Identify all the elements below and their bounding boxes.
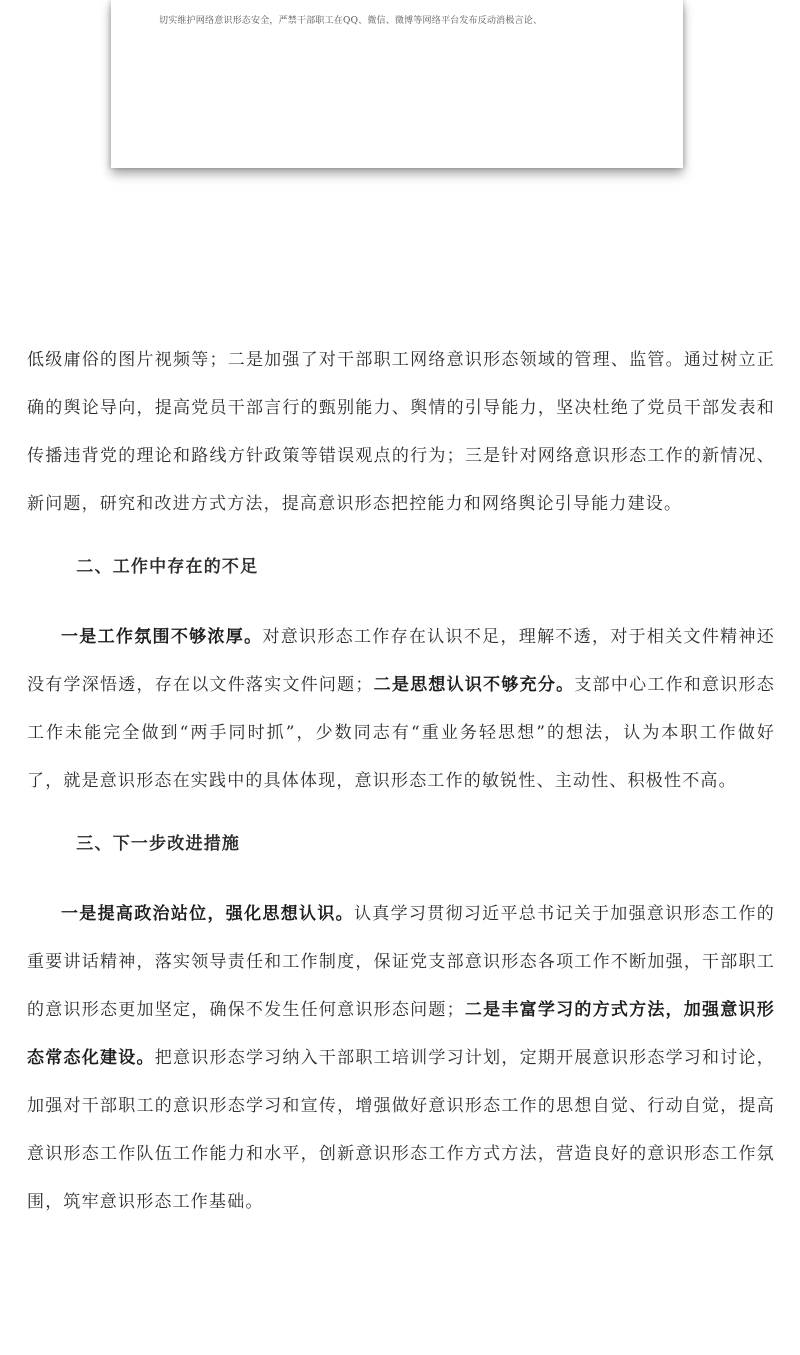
section-heading-shortcomings: 二、工作中存在的不足 xyxy=(76,557,259,577)
document-preview-card xyxy=(111,0,683,168)
point-one-text: 对意识形态工作存在认识不足，理解不透，对于相关文件精神还没有学深悟透，存在以文件落实文件问题； xyxy=(27,627,775,695)
paragraph-intro: 低级庸俗的图片视频等；二是加强了对干部职工网络意识形态领域的管理、监管。通过树立正确的舆论导向，提高党员干部言行的甄别能力、舆情的引导能力，坚决杜绝了党员干部发表和传播违背党的理论和路线方针政策等错误观点的行为；三是针对网络意识形态工作的新情况、新问题，研究和改进方式方法，提高意识形态把控能力和网络舆论引导能力建设。 xyxy=(27,350,775,514)
measure-two-title: 二是丰富学习的方式方法，加强意识形态常态化建设。 xyxy=(27,1000,775,1068)
point-one-title: 一是工作氛围不够浓厚。 xyxy=(61,627,263,647)
measure-one-title: 一是提高政治站位，强化思想认识。 xyxy=(61,904,354,924)
preview-card-text: 切实维护网络意识形态安全，严禁干部职工在QQ、微信、微博等网络平台发布反动消极言论、 xyxy=(159,16,543,26)
measure-one-text: 认真学习贯彻习近平总书记关于加强意识形态工作的重要讲话精神，落实领导责任和工作制度，保证党支部意识形态各项工作不断加强，干部职工的意识形态更加坚定，确保不发生任何意识形态问题； xyxy=(27,904,775,1020)
point-two-text: 支部中心工作和意识形态工作未能完全做到“两手同时抓”，少数同志有“重业务轻思想”的想法，认为本职工作做好了，就是意识形态在实践中的具体体现，意识形态工作的敏锐性、主动性、积极性不高。 xyxy=(27,675,775,791)
paragraph-shortcomings xyxy=(27,613,775,805)
measure-two-text: 把意识形态学习纳入干部职工培训学习计划，定期开展意识形态学习和讨论，加强对干部职工的意识形态学习和宣传，增强做好意识形态工作的思想自觉、行动自觉，提高意识形态工作队伍工作能力和水平，创新意识形态工作方式方法，营造良好的意识形态工作氛围，筑牢意识形态工作基础。 xyxy=(27,1048,775,1212)
document-body xyxy=(27,336,775,1226)
point-two-title: 二是思想认识不够充分。 xyxy=(373,675,575,695)
section-heading-improvements: 三、下一步改进措施 xyxy=(76,834,241,854)
paragraph-improvements xyxy=(27,890,775,1226)
